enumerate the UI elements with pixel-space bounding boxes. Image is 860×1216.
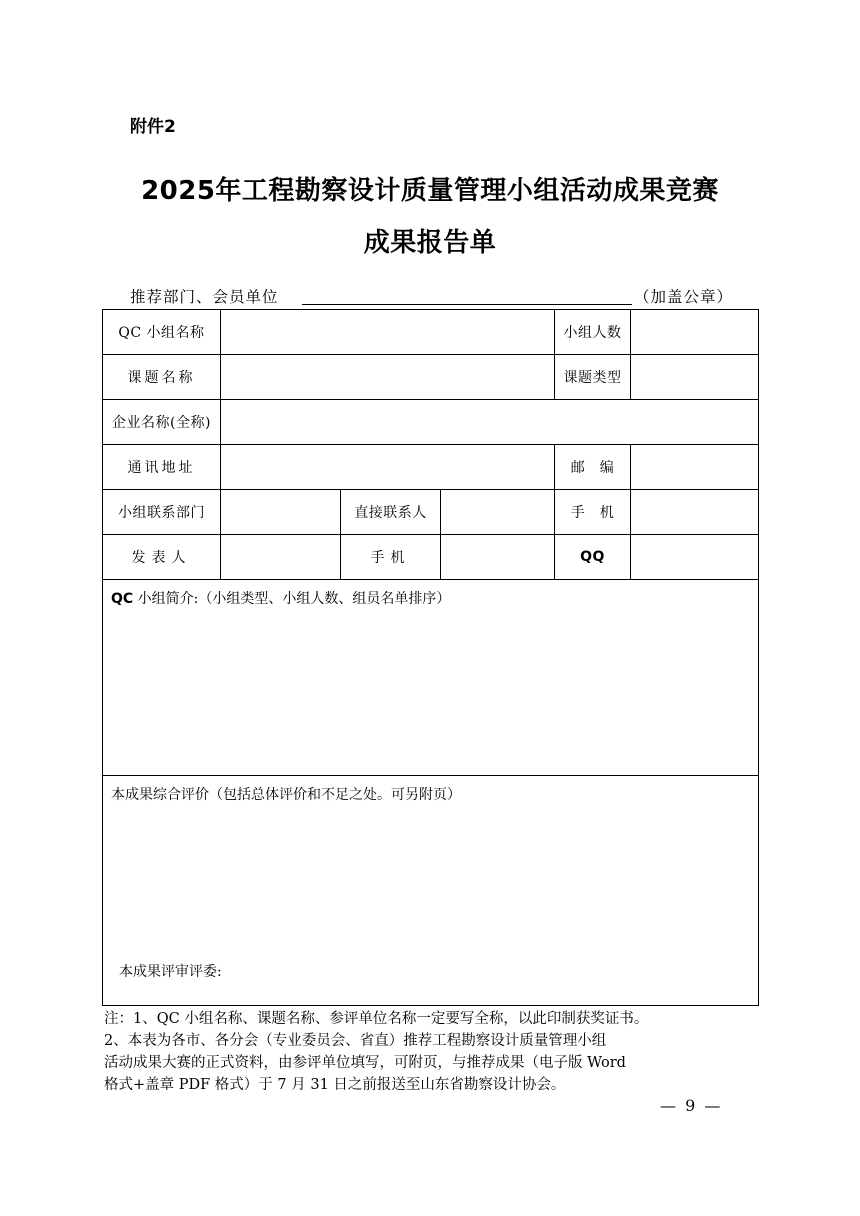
contact-dept-field[interactable] bbox=[221, 490, 341, 535]
topic-name-field[interactable] bbox=[221, 355, 555, 400]
topic-type-label: 课题类型 bbox=[555, 355, 631, 400]
qc-intro-text: 小组简介:（小组类型、小组人数、组员名单排序） bbox=[133, 591, 451, 607]
qc-text: QC bbox=[111, 591, 134, 607]
official-seal-note: （加盖公章） bbox=[634, 288, 734, 306]
presenter-label: 发表人 bbox=[103, 535, 221, 580]
postcode-field[interactable] bbox=[631, 445, 759, 490]
reviewer-label: 本成果评审评委: bbox=[119, 964, 222, 980]
presenter-field[interactable] bbox=[221, 535, 341, 580]
qc-group-name-field[interactable] bbox=[221, 310, 555, 355]
mobile-label: 手 机 bbox=[555, 490, 631, 535]
address-label: 通讯地址 bbox=[103, 445, 221, 490]
evaluation-area[interactable] bbox=[103, 776, 759, 1006]
presenter-mobile-field[interactable] bbox=[441, 535, 555, 580]
company-name-field[interactable] bbox=[221, 400, 759, 445]
presenter-mobile-label: 手机 bbox=[341, 535, 441, 580]
note-line: 2、本表为各市、各分会（专业委员会、省直）推荐工程勘察设计质量管理小组 bbox=[104, 1033, 607, 1049]
note-line: 格式+盖章 PDF 格式）于 7 月 31 日之前报送至山东省勘察设计协会。 bbox=[104, 1077, 566, 1093]
group-size-label: 小组人数 bbox=[555, 310, 631, 355]
direct-contact-label: 直接联系人 bbox=[341, 490, 441, 535]
qc-group-intro-area[interactable] bbox=[103, 580, 759, 776]
group-size-field[interactable] bbox=[631, 310, 759, 355]
qq-field[interactable] bbox=[631, 535, 759, 580]
qq-label: QQ bbox=[555, 535, 631, 580]
topic-name-label: 课题名称 bbox=[103, 355, 221, 400]
recommending-unit-line bbox=[130, 285, 760, 309]
report-form-table bbox=[102, 309, 759, 1006]
contact-dept-label: 小组联系部门 bbox=[103, 490, 221, 535]
mobile-field[interactable] bbox=[631, 490, 759, 535]
page-number: — 9 — bbox=[660, 1096, 723, 1115]
recommending-unit-blank[interactable] bbox=[302, 285, 632, 305]
notes bbox=[104, 1008, 764, 1096]
note-line: 活动成果大赛的正式资料，由参评单位填写，可附页，与推荐成果（电子版 Word bbox=[104, 1055, 626, 1071]
postcode-label: 邮 编 bbox=[555, 445, 631, 490]
direct-contact-field[interactable] bbox=[441, 490, 555, 535]
attachment-label: 附件2 bbox=[130, 117, 176, 137]
qc-group-intro-label bbox=[111, 588, 450, 608]
recommending-unit-label: 推荐部门、会员单位 bbox=[130, 288, 279, 306]
topic-type-field[interactable] bbox=[631, 355, 759, 400]
page-title: 2025年工程勘察设计质量管理小组活动成果竞赛 bbox=[141, 176, 719, 206]
page-subtitle: 成果报告单 bbox=[363, 228, 497, 258]
company-name-label: 企业名称(全称) bbox=[103, 400, 221, 445]
address-field[interactable] bbox=[221, 445, 555, 490]
qc-group-name-label: QC 小组名称 bbox=[103, 310, 221, 355]
evaluation-label: 本成果综合评价（包括总体评价和不足之处。可另附页） bbox=[111, 787, 461, 803]
note-line: 注：1、QC 小组名称、课题名称、参评单位名称一定要写全称，以此印制获奖证书。 bbox=[104, 1011, 649, 1027]
